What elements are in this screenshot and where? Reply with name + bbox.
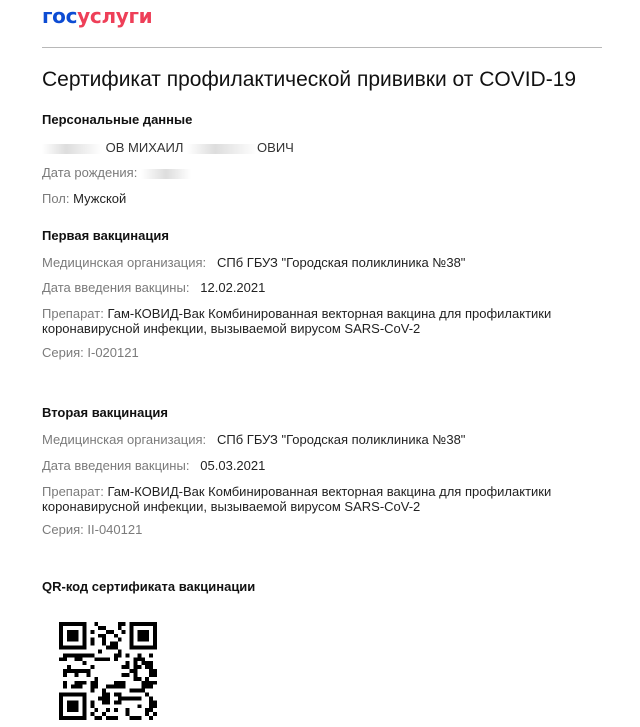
second-drug-label: Препарат:	[42, 484, 104, 499]
first-date-value: 12.02.2021	[200, 280, 266, 295]
sex-label: Пол:	[42, 191, 70, 206]
gosuslugi-logo[interactable]	[42, 4, 152, 28]
second-date-label: Дата введения вакцины:	[42, 458, 190, 473]
vaccination-qr-code[interactable]	[58, 622, 158, 720]
personal-heading: Персональные данные	[42, 112, 193, 127]
second-org-value: СПб ГБУЗ "Городская поликлиника №38"	[217, 432, 466, 447]
second-drug-row	[42, 484, 587, 514]
second-date-value: 05.03.2021	[200, 458, 266, 473]
redacted-patronymic	[187, 144, 257, 154]
first-date-row	[42, 280, 265, 295]
redacted-surname	[42, 144, 102, 154]
sex-value: Мужской	[73, 191, 127, 206]
first-series-value: I-020121	[87, 345, 139, 360]
first-drug-label: Препарат:	[42, 306, 104, 321]
first-org-value: СПб ГБУЗ "Городская поликлиника №38"	[217, 255, 466, 270]
second-vaccination-heading: Вторая вакцинация	[42, 405, 168, 420]
second-org-row	[42, 432, 465, 447]
second-date-row	[42, 458, 265, 473]
person-name-suffix: ОВИЧ	[257, 140, 294, 155]
logo-part-uslugi: услуги	[77, 4, 153, 28]
second-series-value: II-040121	[87, 522, 143, 537]
first-org-label: Медицинская организация:	[42, 255, 207, 270]
birth-label: Дата рождения:	[42, 165, 138, 180]
header-divider	[42, 47, 602, 48]
person-name-visible: ОВ МИХАИЛ	[105, 140, 184, 155]
first-drug-row	[42, 306, 587, 336]
first-org-row	[42, 255, 465, 270]
second-org-label: Медицинская организация:	[42, 432, 207, 447]
sex-row	[42, 191, 126, 206]
page-title: Сертификат профилактической прививки от COVID-19	[42, 68, 577, 91]
second-series-label: Серия:	[42, 522, 84, 537]
logo-part-gos: гос	[42, 4, 78, 28]
first-date-label: Дата введения вакцины:	[42, 280, 190, 295]
second-series-row	[42, 522, 142, 537]
first-series-label: Серия:	[42, 345, 84, 360]
second-drug-value: Гам-КОВИД-Вак Комбинированная векторная вакцина для профилактики коронавирусной инфекции, вызываемой вирусом SARS-CoV-2	[42, 484, 552, 514]
qr-heading: QR-код сертификата вакцинации	[42, 579, 256, 594]
person-name	[42, 140, 294, 155]
first-vaccination-heading: Первая вакцинация	[42, 228, 169, 243]
birth-row	[42, 165, 191, 180]
redacted-birthdate	[141, 169, 191, 179]
first-drug-value: Гам-КОВИД-Вак Комбинированная векторная вакцина для профилактики коронавирусной инфекции, вызываемой вирусом SARS-CoV-2	[42, 306, 552, 336]
first-series-row	[42, 345, 139, 360]
